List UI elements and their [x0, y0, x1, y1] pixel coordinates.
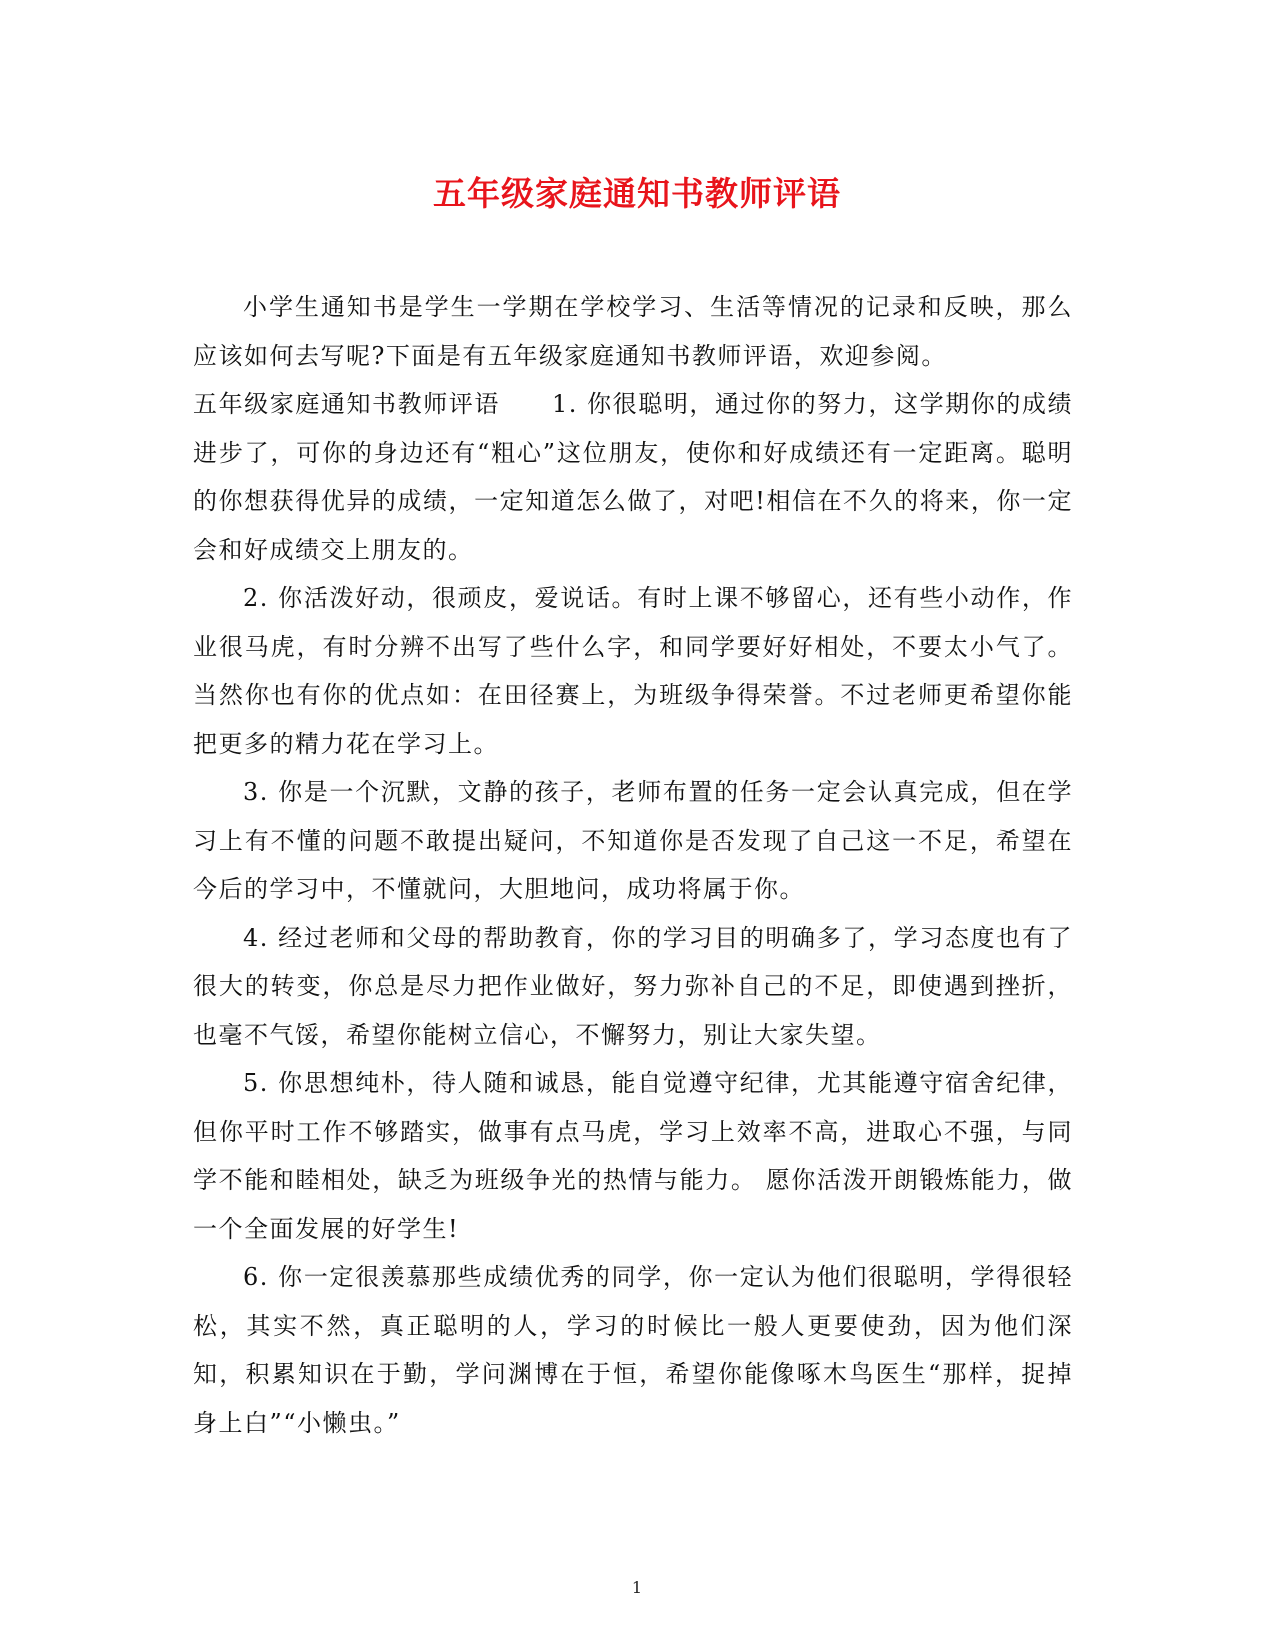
section-heading: 五年级家庭通知书教师评语	[193, 390, 500, 418]
comment-paragraph-5: 5. 你思想纯朴，待人随和诚恳，能自觉遵守纪律，尤其能遵守宿舍纪律，但你平时工作不够踏实，做事有点马虎，学习上效率不高，进取心不强，与同学不能和睦相处，缺乏为班级争光的热情与能力。 愿你活泼开朗锻炼能力，做一个全面发展的好学生!	[193, 1069, 1073, 1243]
document-body	[193, 283, 1073, 1447]
page-number: 1	[631, 1578, 643, 1597]
comment-1: 1. 你很聪明，通过你的努力，这学期你的成绩进步了，可你的身边还有“粗心”这位朋友，使你和好成绩还有一定距离。聪明的你想获得优异的成绩，一定知道怎么做了，对吧!相信在不久的将来，你一定会和好成绩交上朋友的。	[193, 390, 1074, 564]
comment-paragraph-4: 4. 经过老师和父母的帮助教育，你的学习目的明确多了，学习态度也有了很大的转变，你总是尽力把作业做好，努力弥补自己的不足，即使遇到挫折，也毫不气馁，希望你能树立信心，不懈努力，别让大家失望。	[193, 923, 1073, 1049]
comment-paragraph-3: 3. 你是一个沉默，文静的孩子，老师布置的任务一定会认真完成，但在学习上有不懂的问题不敢提出疑问，不知道你是否发现了自己这一不足，希望在今后的学习中，不懂就问，大胆地问，成功将属于你。	[193, 778, 1073, 903]
comment-paragraph-6: 6. 你一定很羡慕那些成绩优秀的同学，你一定认为他们很聪明，学得很轻松，其实不然，真正聪明的人，学习的时候比一般人更要使劲，因为他们深知，积累知识在于勤，学问渊博在于恒，希望你能像啄木鸟医生“那样，捉掉身上白”“小懒虫。”	[193, 1263, 1073, 1437]
intro-paragraph: 小学生通知书是学生一学期在学校学习、生活等情况的记录和反映，那么应该如何去写呢?下面是有五年级家庭通知书教师评语，欢迎参阅。	[193, 293, 1073, 370]
comment-paragraph-2: 2. 你活泼好动，很顽皮，爱说话。有时上课不够留心，还有些小动作，作业很马虎，有时分辨不出写了些什么字，和同学要好好相处，不要太小气了。当然你也有你的优点如：在田径赛上，为班级争得荣誉。不过老师更希望你能把更多的精力花在学习上。	[193, 584, 1073, 758]
document-title: 五年级家庭通知书教师评语	[433, 174, 841, 213]
comment-paragraph-1	[193, 380, 1073, 574]
